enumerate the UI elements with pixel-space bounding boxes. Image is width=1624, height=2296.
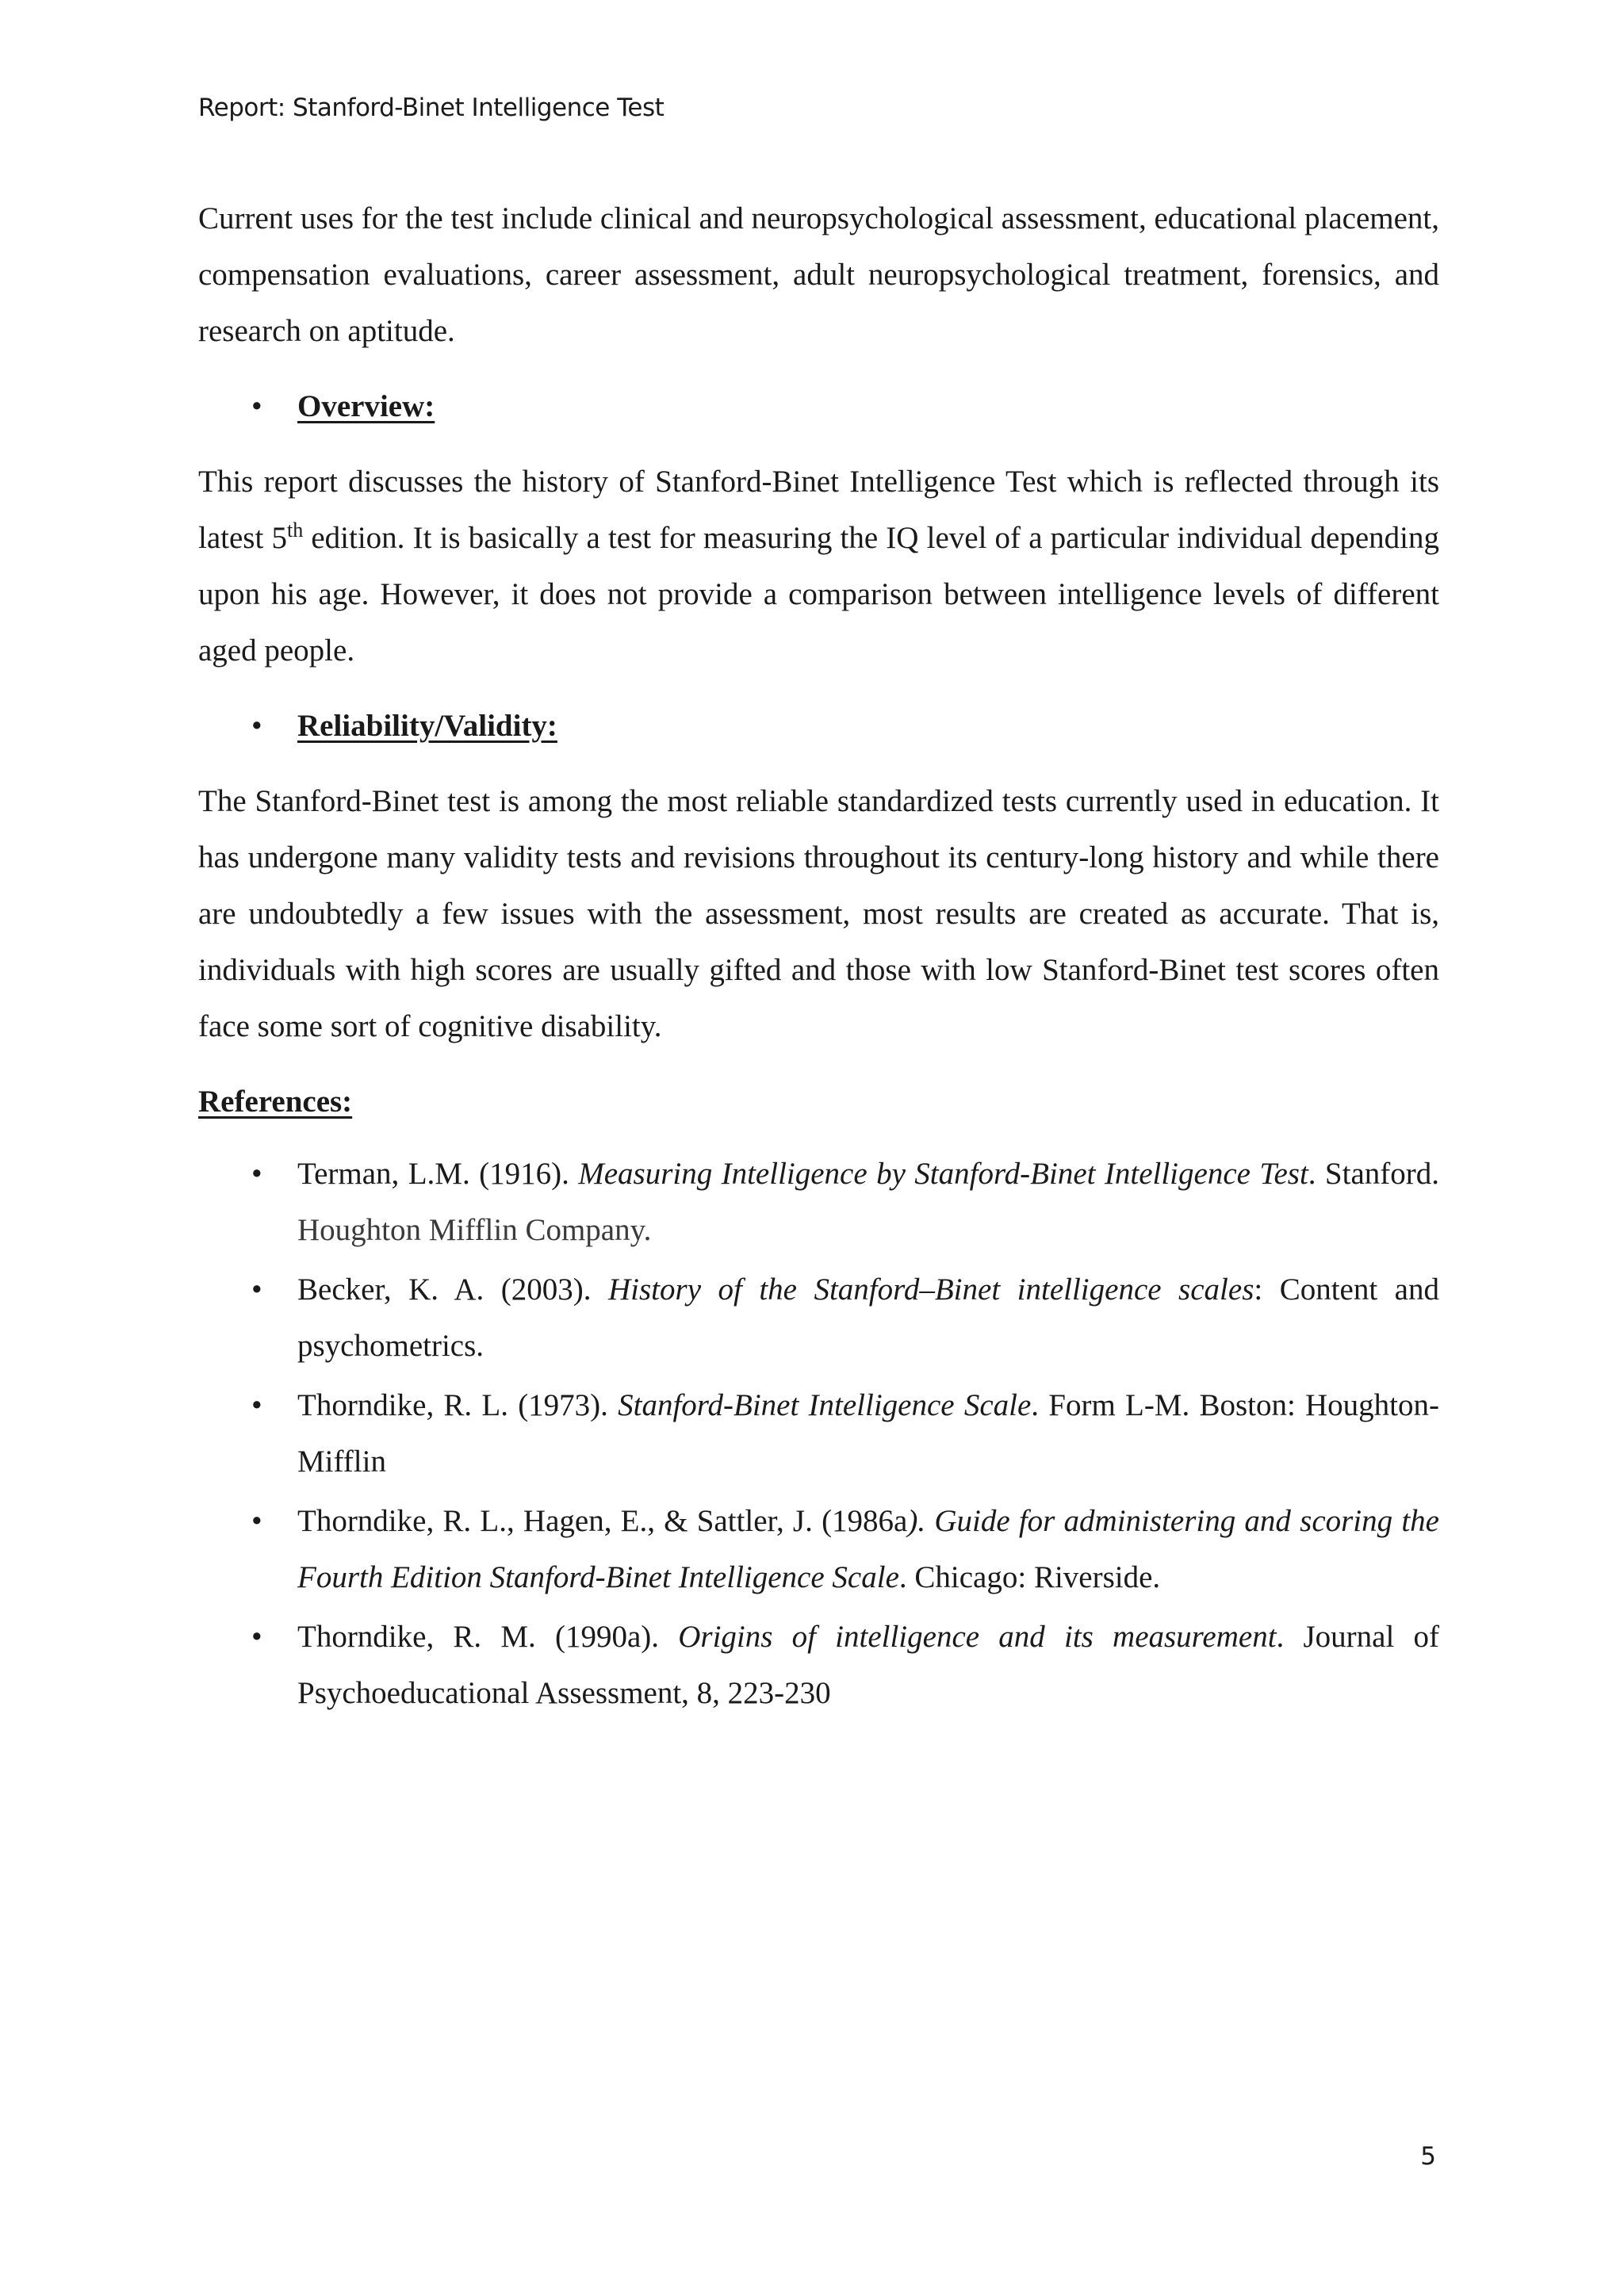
reference-authors: Thorndike, R. M. (1990a). bbox=[297, 1620, 679, 1654]
bullet-icon: • bbox=[251, 709, 262, 743]
reference-item bbox=[198, 1261, 1439, 1374]
overview-heading-text: Overview: bbox=[297, 389, 435, 423]
reference-list bbox=[198, 1146, 1439, 1721]
page-number: 5 bbox=[1420, 2142, 1436, 2171]
reference-item bbox=[198, 1146, 1439, 1258]
reference-authors: Thorndike, R. L., Hagen, E., & Sattler, J. (1986a bbox=[297, 1504, 908, 1538]
reference-authors: Becker, K. A. (2003). bbox=[297, 1272, 608, 1307]
reliability-heading-text: Reliability/Validity: bbox=[297, 709, 557, 743]
bullet-icon: • bbox=[251, 1388, 262, 1422]
bullet-icon: • bbox=[251, 1504, 262, 1538]
reference-item bbox=[198, 1493, 1439, 1605]
reference-details: : Content and psychometrics. bbox=[297, 1272, 1439, 1363]
reference-authors: Terman, L.M. (1916). bbox=[297, 1157, 579, 1191]
reference-details: . Chicago: Riverside. bbox=[898, 1560, 1161, 1594]
reference-item bbox=[198, 1377, 1439, 1490]
bullet-icon: • bbox=[251, 389, 262, 423]
reference-item bbox=[198, 1609, 1439, 1721]
reference-title: History of the Stanford–Binet intelligence scales bbox=[608, 1272, 1254, 1307]
reference-title: Stanford-Binet Intelligence Scale bbox=[618, 1388, 1032, 1422]
reference-title: Measuring Intelligence by Stanford-Binet Intelligence Test bbox=[578, 1157, 1308, 1191]
bullet-icon: • bbox=[251, 1157, 262, 1191]
bullet-icon: • bbox=[251, 1620, 262, 1654]
running-header: Report: Stanford-Binet Intelligence Test bbox=[198, 94, 665, 122]
overview-text-part1: This report discusses the history of Stanford-Binet Intelligence Test which is reflected through its latest 5 bbox=[198, 465, 1439, 555]
reference-authors: Thorndike, R. L. (1973). bbox=[297, 1388, 619, 1422]
reference-details: . Stanford. bbox=[1308, 1157, 1439, 1191]
bullet-icon: • bbox=[251, 1272, 262, 1307]
reliability-paragraph: The Stanford-Binet test is among the most reliable standardized tests currently used in education. It has undergone many validity tests and revisions throughout its century-long history and while there are undoubtedly a few issues with the assessment, most results are created as accurate. That is, individuals with high scores are usually gifted and those with low Stanford-Binet test scores often face some sort of cognitive disability. bbox=[198, 784, 1439, 1043]
page-content bbox=[198, 190, 1439, 1724]
intro-paragraph: Current uses for the test include clinical and neuropsychological assessment, educational placement, compensation evaluations, career assessment, adult neuropsychological treatment, forensics, and research on aptitude. bbox=[198, 201, 1439, 348]
reference-details: . Journal of Psychoeducational Assessment, 8, 223-230 bbox=[297, 1620, 1439, 1710]
reference-details: . Form L-M. Boston: Houghton-Mifflin bbox=[297, 1388, 1440, 1479]
reference-title: Origins of intelligence and its measurement bbox=[678, 1620, 1277, 1654]
reliability-heading bbox=[198, 698, 1439, 754]
reference-title: ). Guide for administering and scoring the Fourth Edition Stanford-Binet Intelligence Scale bbox=[297, 1504, 1439, 1594]
overview-text-part2: edition. It is basically a test for measuring the IQ level of a particular individual depending upon his age. However, it does not provide a comparison between intelligence levels of different aged people. bbox=[198, 521, 1439, 668]
edition-ordinal: th bbox=[286, 519, 304, 541]
reference-publisher: Houghton Mifflin Company. bbox=[297, 1213, 652, 1247]
overview-heading bbox=[198, 378, 1439, 434]
references-heading: References: bbox=[198, 1085, 353, 1119]
overview-paragraph bbox=[198, 453, 1439, 679]
